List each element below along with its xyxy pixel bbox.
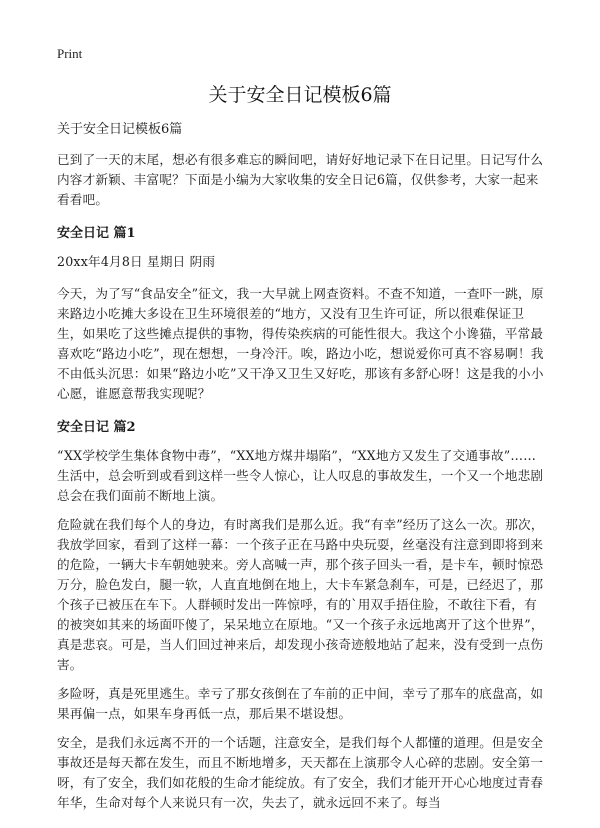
print-link[interactable]: Print [57,46,83,61]
section-2-paragraph-1: “XX学校学生集体食物中毒”，“XX地方煤井塌陷”，“XX地方又发生了交通事故”……生活中，总会听到或看到这样一些令人惊心，让人叹息的事故发生，一个又一个地悲剧总会在我们面前不断地上演。 [57,448,544,503]
document-title: 关于安全日记模板6篇 [208,84,392,106]
intro-paragraph: 已到了一天的末尾，想必有很多难忘的瞬间吧，请好好地记录下在日记里。日记写什么内容才新颖、丰富呢？下面是小编为大家收集的安全日记6篇，仅供参考，大家一起来看看吧。 [57,152,544,207]
section-1-paragraph-1: 今天，为了写“食品安全”征文，我一大早就上网查资料。不查不知道，一查吓一跳，原来路边小吃摊大多设在卫生环境很差的“地方，又没有卫生许可证，所以很难保证卫生，如果吃了这些摊点提供的事物，得传染疾病的可能性很大。我这个小谗猫，平常最喜欢吃“路边小吃”，现在想想，一身冷汗。唉，路边小吃，想说爱你可真不容易啊！我不由低头沉思：如果“路边小吃”又干净又卫生又好吃，那该有多舒心呀！这是我的小小心愿，谁愿意帮我实现呢？ [57,286,544,401]
section-heading-1: 安全日记 篇1 [57,226,136,241]
document-subtitle: 关于安全日记模板6篇 [57,122,183,137]
document-body [57,120,547,822]
section-2-paragraph-3: 多险呀，真是死里逃生。幸亏了那女孩倒在了车前的正中间，幸亏了那车的底盘高，如果再偏一点，如果车身再低一点，那后果不堪设想。 [57,686,544,721]
section-2-paragraph-4: 安全，是我们永远离不开的一个话题，注意安全，是我们每个人都懂的道理。但是安全事故还是每天都在发生，而且不断地增多，天天都在上演那令人心碎的悲剧。安全第一呀，有了安全，我们如花般的生命才能绽放。有了安全，我们才能开开心心地度过青春年华，生命对每个人来说只有一次，失去了，就永远回不来了。每当 [57,735,544,810]
section-2-paragraph-2: 危险就在我们每个人的身边，有时离我们是那么近。我“有幸”经历了这么一次。那次，我放学回家，看到了这样一幕：一个孩子正在马路中央玩耍，丝毫没有注意到即将到来的危险，一辆大卡车朝她驶来。旁人高喊一声，那个孩子回头一看，是卡车，顿时惊恐万分，脸色发白，腿一软，人直直地倒在地上，大卡车紧急刹车，可是，已经迟了，那个孩子已被压在车下。人群顿时发出一阵惊呼，有的`用双手捂住脸，不敢往下看，有的被突如其来的场面吓傻了，呆呆地立在原地。“又一个孩子永远地离开了这个世界”，真是悲哀。可是，当人们回过神来后，却发现小孩奇迹般地站了起来，没有受到一点伤害。 [57,517,544,672]
section-heading-2: 安全日记 篇2 [57,420,136,435]
diary-date: 20xx年4月8日 星期日 阴雨 [57,254,216,269]
